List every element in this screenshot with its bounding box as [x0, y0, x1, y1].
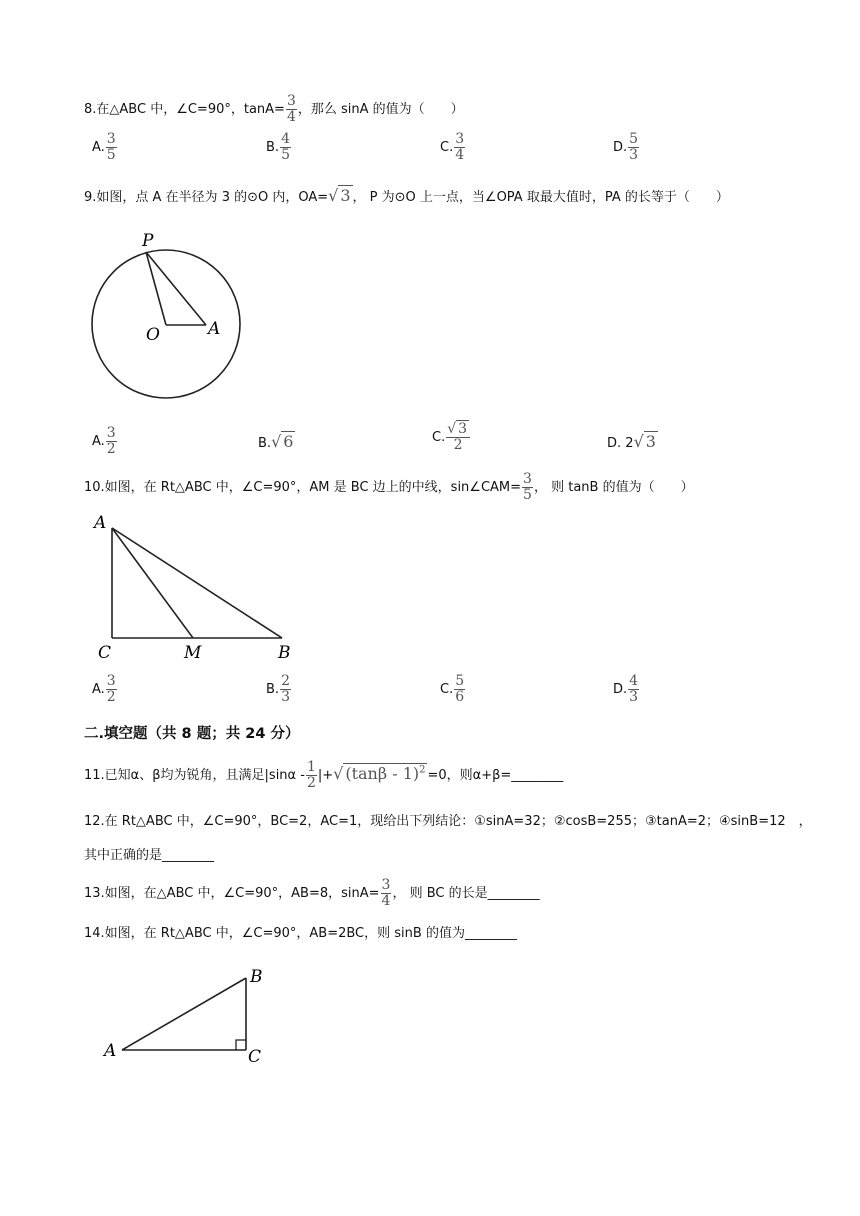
q12-line-1: 12.在 Rt△ABC 中，∠C=90°，BC=2，AC=1，现给出下列结论：①sinA=32；②cosB=255；③tanA=2；④sinB=12 ， — [84, 814, 812, 829]
label-a: A — [208, 319, 221, 339]
label-o: O — [146, 325, 160, 345]
q14-stem: 14.如图，在 Rt△ABC 中，∠C=90°，AB=2BC，则 sinB 的值为________ — [84, 926, 517, 941]
label-a: A — [104, 1041, 117, 1061]
q10-option-c[interactable]: C. $\frac{5}{6}$ — [440, 673, 465, 705]
q8-option-a[interactable]: A. $\frac{3}{5}$ — [92, 131, 116, 163]
section-heading: 二.填空题（共 8 题；共 24 分） — [84, 726, 300, 742]
segment-am — [112, 528, 193, 638]
q9-circle-figure — [84, 222, 254, 402]
q8-fraction: $\frac{3}{4}$ — [286, 93, 296, 125]
q13-stem: 13.如图，在△ABC 中，∠C=90°，AB=8，sinA= $\frac{3}{4}$ ， 则 BC 的长是________ — [84, 877, 540, 909]
q9-option-b[interactable]: B.√ 6 — [258, 432, 294, 451]
segment-ab — [112, 528, 282, 638]
q14-triangle-figure — [100, 962, 280, 1072]
label-p: P — [142, 231, 154, 251]
label-c: C — [98, 643, 112, 662]
label-b: B — [278, 643, 291, 662]
label-m: M — [184, 643, 202, 662]
q10-option-a[interactable]: A. $\frac{3}{2}$ — [92, 673, 116, 705]
q11-sqrt: √ (tanβ - 1)$^2$ — [333, 764, 426, 783]
q10-stem: 10.如图，在 Rt△ABC 中，∠C=90°，AM 是 BC 边上的中线，sin∠CAM= $\frac{3}{5}$ ， 则 tanB 的值为（ ） — [84, 471, 694, 503]
q8-option-d[interactable]: D. $\frac{5}{3}$ — [613, 131, 639, 163]
q9-option-a[interactable]: A. $\frac{3}{2}$ — [92, 425, 116, 457]
q12-line-2: 其中正确的是________ — [84, 848, 215, 863]
q10-option-b[interactable]: B. $\frac{2}{3}$ — [266, 673, 290, 705]
q8-option-b[interactable]: B. $\frac{4}{5}$ — [266, 131, 290, 163]
segment-pa — [146, 252, 206, 325]
label-b: B — [250, 967, 263, 987]
segment-ab — [122, 978, 246, 1050]
q10-triangle-figure — [88, 510, 308, 662]
right-angle-mark — [236, 1040, 246, 1050]
q8-stem: 8.在△ABC 中，∠C=90°，tanA= $\frac{3}{4}$ ，那么 sinA 的值为（ ） — [84, 93, 464, 125]
q9-sqrt: √ 3 — [328, 186, 351, 205]
q9-stem: 9.如图，点 A 在半径为 3 的⊙O 内，OA=√ 3 ， P 为⊙O 上一点，当∠OPA 取最大值时，PA 的长等于（ ） — [84, 186, 729, 205]
label-a: A — [94, 513, 107, 533]
q9-option-d[interactable]: D. 2√ 3 — [607, 432, 656, 451]
q11-stem: 11.已知α、β均为锐角，且满足|sinα - $\frac{1}{2}$ |+√ (tanβ - 1)$^2$ =0，则α+β=________ — [84, 759, 564, 791]
q9-option-c[interactable]: C. $\frac{√ 3}{2}$ — [432, 422, 471, 453]
label-c: C — [248, 1047, 262, 1067]
q8-option-c[interactable]: C. $\frac{3}{4}$ — [440, 131, 465, 163]
q10-option-d[interactable]: D. $\frac{4}{3}$ — [613, 673, 639, 705]
